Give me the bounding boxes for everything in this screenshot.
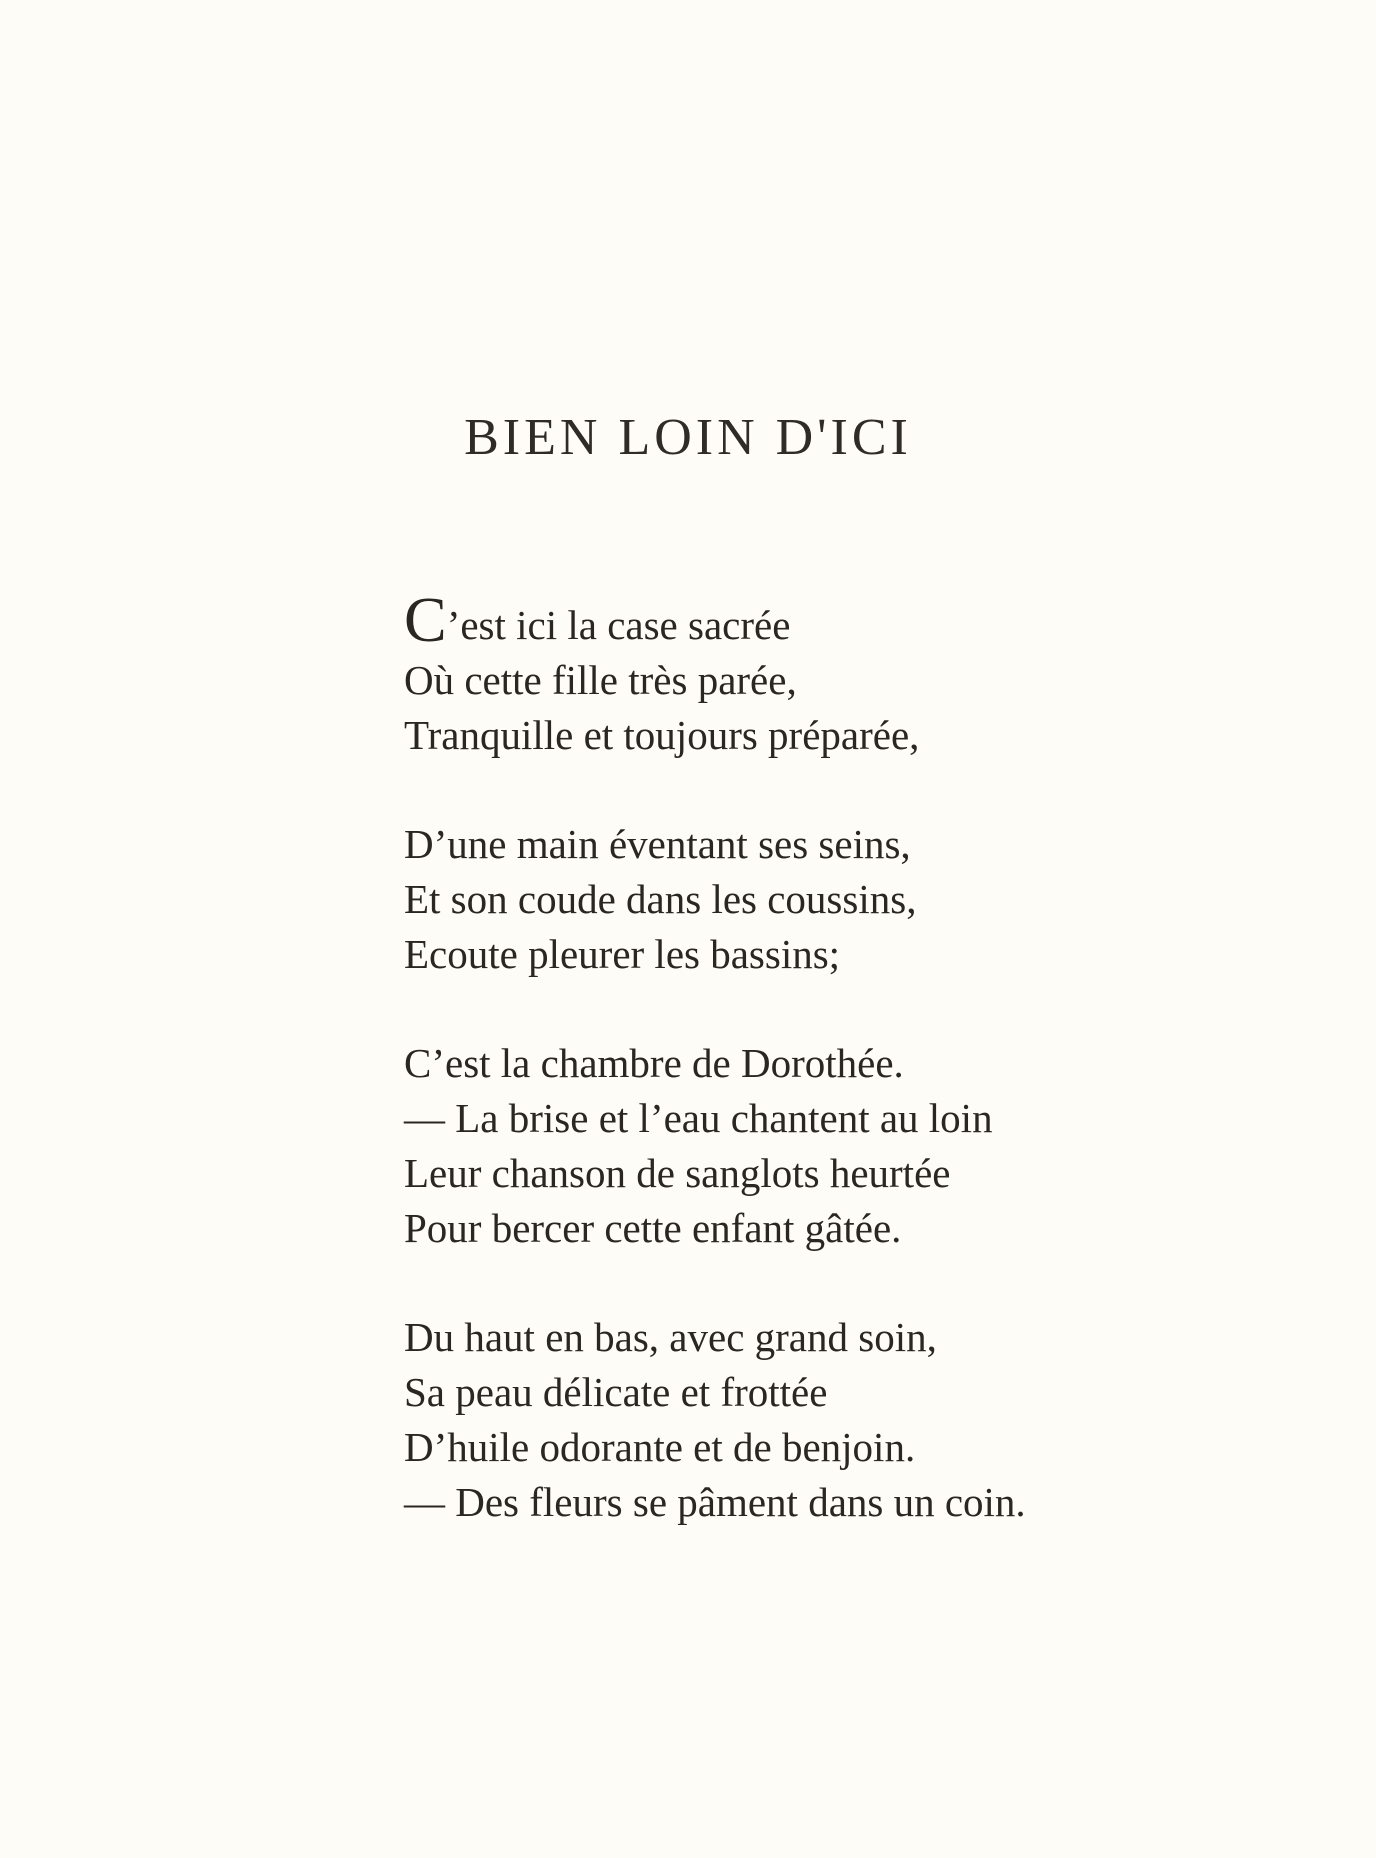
stanza-2 [404,817,1104,982]
poem-line: Pour bercer cette enfant gâtée. [404,1205,902,1251]
poem-line-first [404,584,1104,655]
poem-line: Tranquille et toujours préparée, [404,712,920,758]
poem-line: — Des fleurs se pâment dans un coin. [404,1479,1026,1525]
poem-line: Et son coude dans les coussins, [404,876,917,922]
poem-line: D’huile odorante et de benjoin. [404,1424,916,1470]
poem-line: Du haut en bas, avec grand soin, [404,1314,937,1360]
poem-line: Ecoute pleurer les bassins; [404,931,841,977]
stanza-3 [404,1036,1104,1256]
poem-line: D’une main éventant ses seins, [404,821,911,867]
poem-line: Sa peau délicate et frottée [404,1369,828,1415]
poem-line: Leur chanson de sanglots heurtée [404,1150,951,1196]
first-line-text: ’est ici la case sacrée [446,602,791,648]
poem-title: BIEN LOIN D'ICI [464,409,912,466]
poem-line: — La brise et l’eau chantent au loin [404,1095,993,1141]
poem-line: C’est la chambre de Dorothée. [404,1040,904,1086]
stanza-1 [404,584,1104,763]
stanza-4 [404,1310,1104,1530]
drop-cap: C [404,584,447,655]
poem-body [404,584,1104,1584]
poem-line: Où cette fille très parée, [404,657,797,703]
